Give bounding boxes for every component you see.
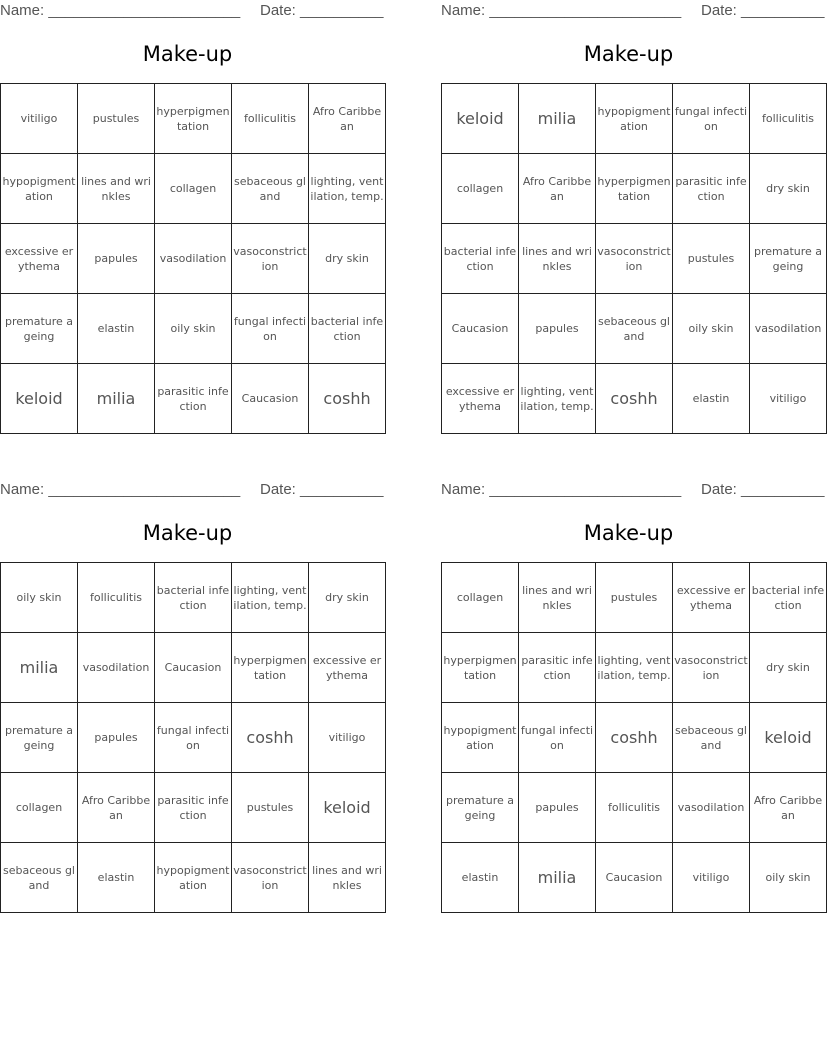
bingo-cell: papules [78,224,155,294]
bingo-cell: coshh [596,364,673,434]
bingo-cell: vitiligo [750,364,827,434]
bingo-cell: premature ageing [1,294,78,364]
bingo-cell: Afro Caribbean [309,84,386,154]
bingo-cell: premature ageing [442,773,519,843]
name-field-label: Name: _______________________ [0,2,241,19]
bingo-cell: keloid [1,364,78,434]
grid-row [1,703,386,773]
grid-row [442,703,827,773]
bingo-grid [441,562,827,913]
bingo-cell: excessive erythema [442,364,519,434]
bingo-cell: papules [519,294,596,364]
bingo-cell: lighting, ventilation, temp. [309,154,386,224]
bingo-cell: pustules [596,563,673,633]
grid-row [1,563,386,633]
bingo-cell: hypopigmentation [155,843,232,913]
bingo-cell: papules [78,703,155,773]
bingo-cell: pustules [232,773,309,843]
bingo-cell: parasitic infection [155,364,232,434]
grid-row [1,364,386,434]
bingo-cell: Afro Caribbean [78,773,155,843]
bingo-cell: vasoconstriction [596,224,673,294]
bingo-cell: hypopigmentation [1,154,78,224]
grid-row [1,843,386,913]
grid-row [442,154,827,224]
bingo-cell: keloid [442,84,519,154]
grid-row [442,294,827,364]
bingo-cell: Afro Caribbean [519,154,596,224]
bingo-cell: vasodilation [673,773,750,843]
bingo-cell: vasoconstriction [232,843,309,913]
bingo-cell: lighting, ventilation, temp. [232,563,309,633]
bingo-cell: lighting, ventilation, temp. [519,364,596,434]
bingo-cell: milia [519,843,596,913]
grid-row [442,563,827,633]
bingo-cell: Caucasion [232,364,309,434]
bingo-cell: collagen [155,154,232,224]
bingo-cell: excessive erythema [309,633,386,703]
bingo-cell: elastin [673,364,750,434]
bingo-cell: vasodilation [750,294,827,364]
bingo-cell: fungal infection [232,294,309,364]
bingo-cell: collagen [1,773,78,843]
bingo-cell: lines and wrinkles [309,843,386,913]
card-header [0,479,384,499]
grid-row [1,773,386,843]
bingo-grid [441,83,827,434]
bingo-cell: parasitic infection [673,154,750,224]
bingo-cell: hyperpigmentation [596,154,673,224]
bingo-cell: vitiligo [673,843,750,913]
grid-row [1,294,386,364]
bingo-grid [0,562,386,913]
bingo-cell: folliculitis [596,773,673,843]
bingo-cell: bacterial infection [155,563,232,633]
grid-row [1,633,386,703]
bingo-cell: pustules [673,224,750,294]
grid-row [442,84,827,154]
bingo-cell: milia [1,633,78,703]
bingo-cell: coshh [309,364,386,434]
bingo-cell: premature ageing [750,224,827,294]
bingo-cell: folliculitis [750,84,827,154]
bingo-cell: lines and wrinkles [519,224,596,294]
bingo-cell: parasitic infection [519,633,596,703]
grid-row [1,224,386,294]
bingo-cell: bacterial infection [750,563,827,633]
bingo-cell: elastin [442,843,519,913]
grid-row [442,633,827,703]
card-title: Make-up [142,521,233,545]
bingo-cell: fungal infection [519,703,596,773]
bingo-cell: vasodilation [78,633,155,703]
name-field-label: Name: _______________________ [441,2,682,19]
bingo-cell: sebaceous gland [1,843,78,913]
date-field-label: Date: __________ [260,481,384,498]
grid-row [442,843,827,913]
bingo-cell: elastin [78,843,155,913]
card-title: Make-up [583,521,674,545]
bingo-cell: parasitic infection [155,773,232,843]
bingo-cell: elastin [78,294,155,364]
bingo-cell: lines and wrinkles [78,154,155,224]
bingo-cell: pustules [78,84,155,154]
bingo-cell: bacterial infection [442,224,519,294]
grid-row [442,364,827,434]
card-header [441,479,825,499]
grid-row [442,224,827,294]
bingo-cell: oily skin [673,294,750,364]
bingo-cell: papules [519,773,596,843]
bingo-cell: Afro Caribbean [750,773,827,843]
card-title: Make-up [583,42,674,66]
bingo-cell: sebaceous gland [673,703,750,773]
bingo-cell: lines and wrinkles [519,563,596,633]
bingo-cell: bacterial infection [309,294,386,364]
bingo-cell: dry skin [309,224,386,294]
bingo-cell: oily skin [1,563,78,633]
bingo-cell: Caucasion [442,294,519,364]
bingo-cell: dry skin [750,633,827,703]
bingo-cell: sebaceous gland [232,154,309,224]
bingo-cell: hyperpigmentation [155,84,232,154]
grid-row [442,773,827,843]
bingo-cell: dry skin [750,154,827,224]
card-title: Make-up [142,42,233,66]
bingo-cell: premature ageing [1,703,78,773]
bingo-cell: sebaceous gland [596,294,673,364]
card-header [0,0,384,20]
bingo-grid [0,83,386,434]
bingo-cell: dry skin [309,563,386,633]
grid-row [1,154,386,224]
bingo-cell: collagen [442,563,519,633]
bingo-cell: Caucasion [155,633,232,703]
bingo-cell: vasoconstriction [232,224,309,294]
bingo-cell: keloid [750,703,827,773]
bingo-cell: vitiligo [309,703,386,773]
bingo-cell: coshh [232,703,309,773]
bingo-cell: folliculitis [78,563,155,633]
card-header [441,0,825,20]
bingo-cell: hypopigmentation [596,84,673,154]
bingo-cell: milia [78,364,155,434]
grid-row [1,84,386,154]
bingo-cell: vasodilation [155,224,232,294]
bingo-cell: collagen [442,154,519,224]
date-field-label: Date: __________ [260,2,384,19]
name-field-label: Name: _______________________ [0,481,241,498]
name-field-label: Name: _______________________ [441,481,682,498]
bingo-cell: folliculitis [232,84,309,154]
bingo-cell: fungal infection [155,703,232,773]
bingo-cell: hypopigmentation [442,703,519,773]
bingo-cell: lighting, ventilation, temp. [596,633,673,703]
bingo-cell: vasoconstriction [673,633,750,703]
date-field-label: Date: __________ [701,481,825,498]
bingo-cell: fungal infection [673,84,750,154]
bingo-cell: milia [519,84,596,154]
bingo-cell: vitiligo [1,84,78,154]
bingo-cell: coshh [596,703,673,773]
bingo-cell: excessive erythema [1,224,78,294]
date-field-label: Date: __________ [701,2,825,19]
bingo-cell: excessive erythema [673,563,750,633]
bingo-cell: hyperpigmentation [232,633,309,703]
bingo-cell: keloid [309,773,386,843]
bingo-cell: hyperpigmentation [442,633,519,703]
bingo-cell: oily skin [750,843,827,913]
bingo-cell: oily skin [155,294,232,364]
bingo-cell: Caucasion [596,843,673,913]
